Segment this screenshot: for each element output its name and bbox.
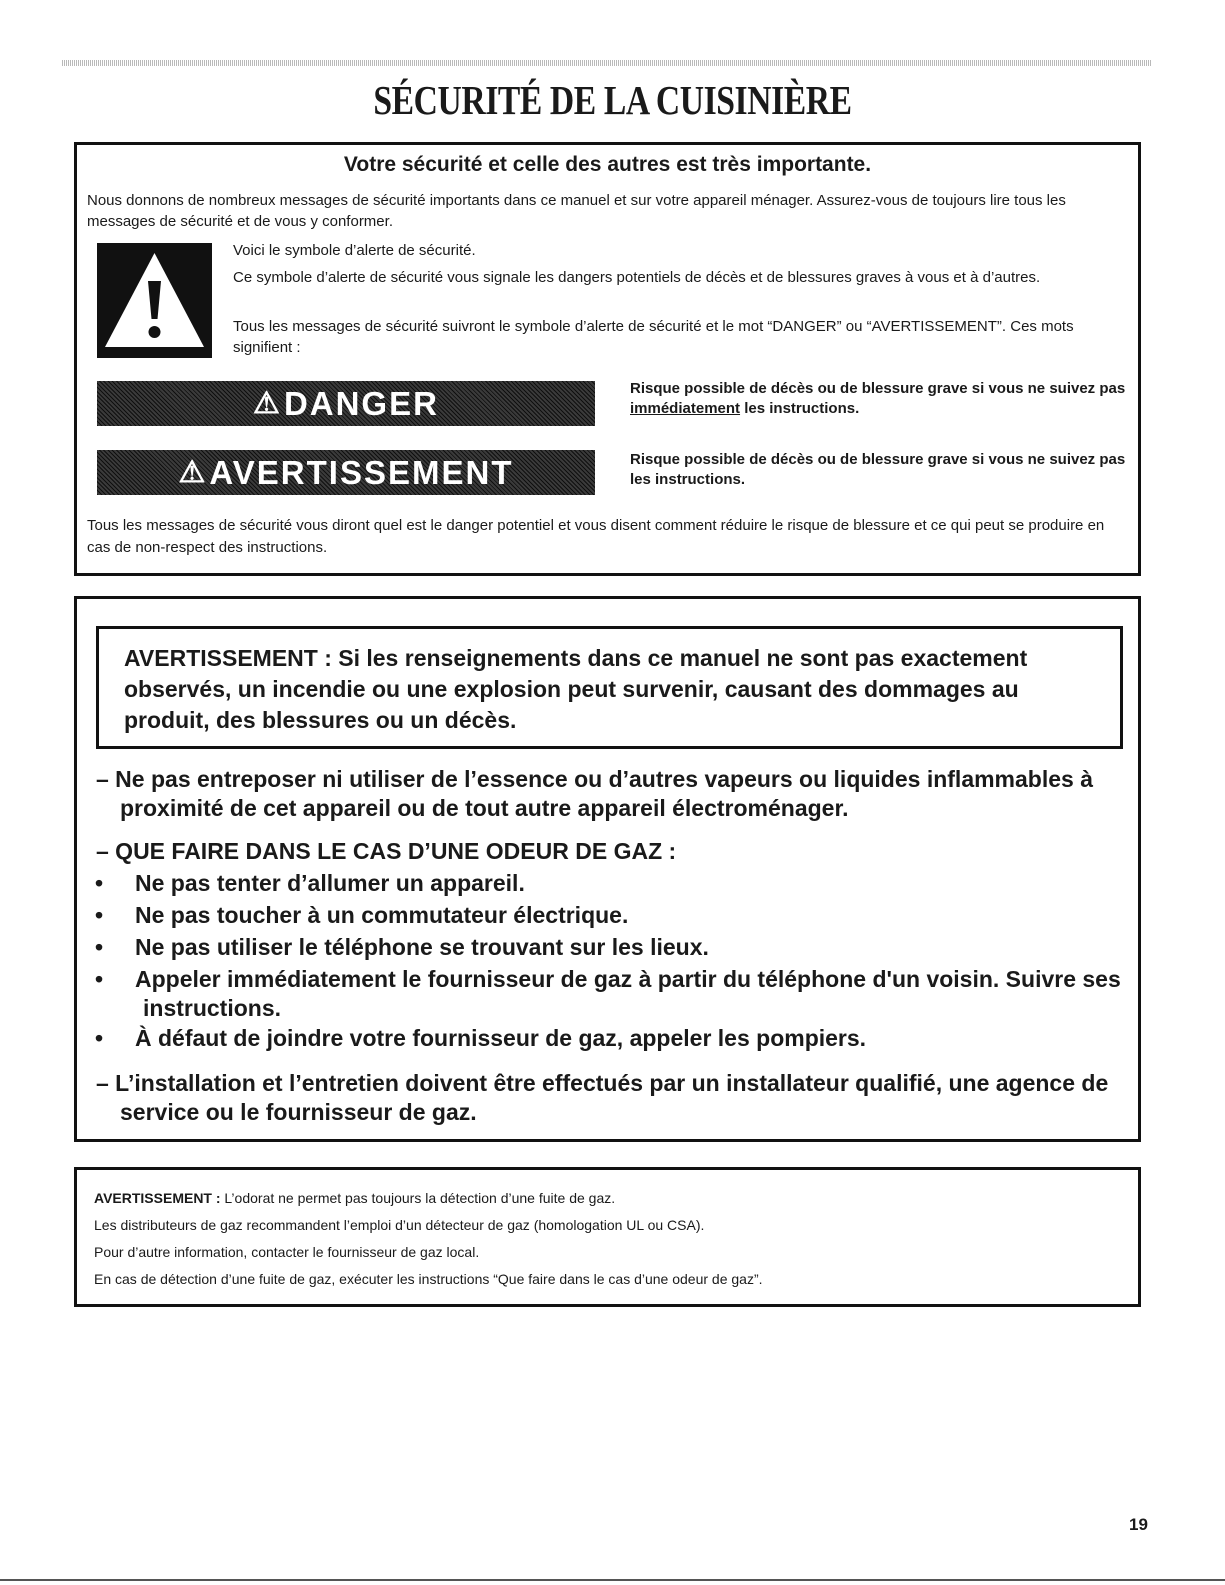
danger-desc-after: les instructions. [740,400,860,417]
safety-info-box [74,142,1141,576]
bullet-text: Ne pas tenter d’allumer un appareil. [135,870,525,896]
symbol-line: Tous les messages de sécurité suivront le symbole d’alerte de sécurité et le mot “DANGER” ou “AVERTISSEMENT”. Ces mots signifient : [233,318,1074,356]
explosion-warning: AVERTISSEMENT : Si les renseignements dans ce manuel ne sont pas exactement observés, un incendie ou une explosion peut survenir, causant des dommages au produit, des blessures ou un décès. [96,626,1123,749]
odor-line: Pour d’autre information, contacter le fournisseur de gaz local. [94,1244,480,1260]
odor-line: Les distributeurs de gaz recommandent l’emploi d’un détecteur de gaz (homologation UL ou CSA). [94,1217,705,1233]
odor-warning-label: AVERTISSEMENT : [94,1190,221,1206]
gas-odor-bullet [95,1024,1143,1053]
bullet-icon: • [95,870,104,896]
odor-line [94,1189,1124,1207]
danger-label: DANGER [283,384,439,422]
odor-line: En cas de détection d’une fuite de gaz, exécuter les instructions “Que faire dans le cas d’une odeur de gaz”. [94,1271,763,1287]
page-number: 19 [1129,1515,1148,1534]
safety-intro: Nous donnons de nombreux messages de sécurité importants dans ce manuel et sur votre appareil ménager. Assurez-vous de toujours lire tous les messages de sécurité et de vous y conformer. [87,192,1066,230]
gas-odor-bullet [95,965,1143,1023]
danger-desc-underlined: immédiatement [630,400,741,417]
page-title: SÉCURITÉ DE LA CUISINIÈRE [373,77,852,123]
bullet-icon: • [95,934,104,960]
bottom-rule [0,1579,1225,1581]
safety-alert-triangle-icon [97,243,212,358]
bullet-text: À défaut de joindre votre fournisseur de gaz, appeler les pompiers. [135,1025,867,1051]
danger-banner [97,381,595,426]
alert-triangle-icon: ⚠ [178,456,208,489]
gas-odor-heading: – QUE FAIRE DANS LE CAS D’UNE ODEUR DE GAZ : [96,838,677,864]
warning-label: AVERTISSEMENT [209,453,514,491]
danger-desc-before: Risque possible de décès ou de blessure grave si vous ne suivez pas [630,380,1126,397]
danger-description [630,379,1130,419]
gasoline-item: – Ne pas entreposer ni utiliser de l’essence ou d’autres vapeurs ou liquides inflammables à proximité de cet appareil ou de tout autre appareil électroménager. [96,766,1094,821]
gas-odor-bullet [95,901,1143,930]
symbol-line: Ce symbole d’alerte de sécurité vous signale les dangers potentiels de décès et de blessures graves à vous et à d’autres. [233,269,1041,286]
gas-odor-warning-box [74,1167,1141,1307]
top-rule [62,60,1152,66]
gas-odor-bullet [95,933,1143,962]
warning-banner [97,450,595,495]
safety-heading: Votre sécurité et celle des autres est très importante. [343,153,872,176]
installation-item: – L’installation et l’entretien doivent être effectués par un installateur qualifié, une agence de service ou le fournisseur de gaz. [96,1070,1109,1125]
warning-description: Risque possible de décès ou de blessure grave si vous ne suivez pas les instructions. [630,451,1126,488]
safety-footer: Tous les messages de sécurité vous diront quel est le danger potentiel et vous disent comment réduire le risque de blessure et ce qui peut se produire en cas de non-respect des instructions. [87,517,1105,556]
bullet-icon: • [95,1025,104,1051]
alert-triangle-icon: ⚠ [253,387,282,420]
gas-odor-bullet [95,869,1143,898]
bullet-text: Ne pas toucher à un commutateur électrique. [135,902,629,928]
gas-warning-box [74,596,1141,1142]
bullet-text: Ne pas utiliser le téléphone se trouvant sur les lieux. [135,934,709,960]
odor-line-text: L’odorat ne permet pas toujours la détection d’une fuite de gaz. [220,1190,616,1206]
bullet-text: Appeler immédiatement le fournisseur de gaz à partir du téléphone d'un voisin. Suivre ses instructions. [135,966,1121,1021]
bullet-icon: • [95,966,104,992]
bullet-icon: • [95,902,104,928]
symbol-line: Voici le symbole d’alerte de sécurité. [233,242,476,259]
